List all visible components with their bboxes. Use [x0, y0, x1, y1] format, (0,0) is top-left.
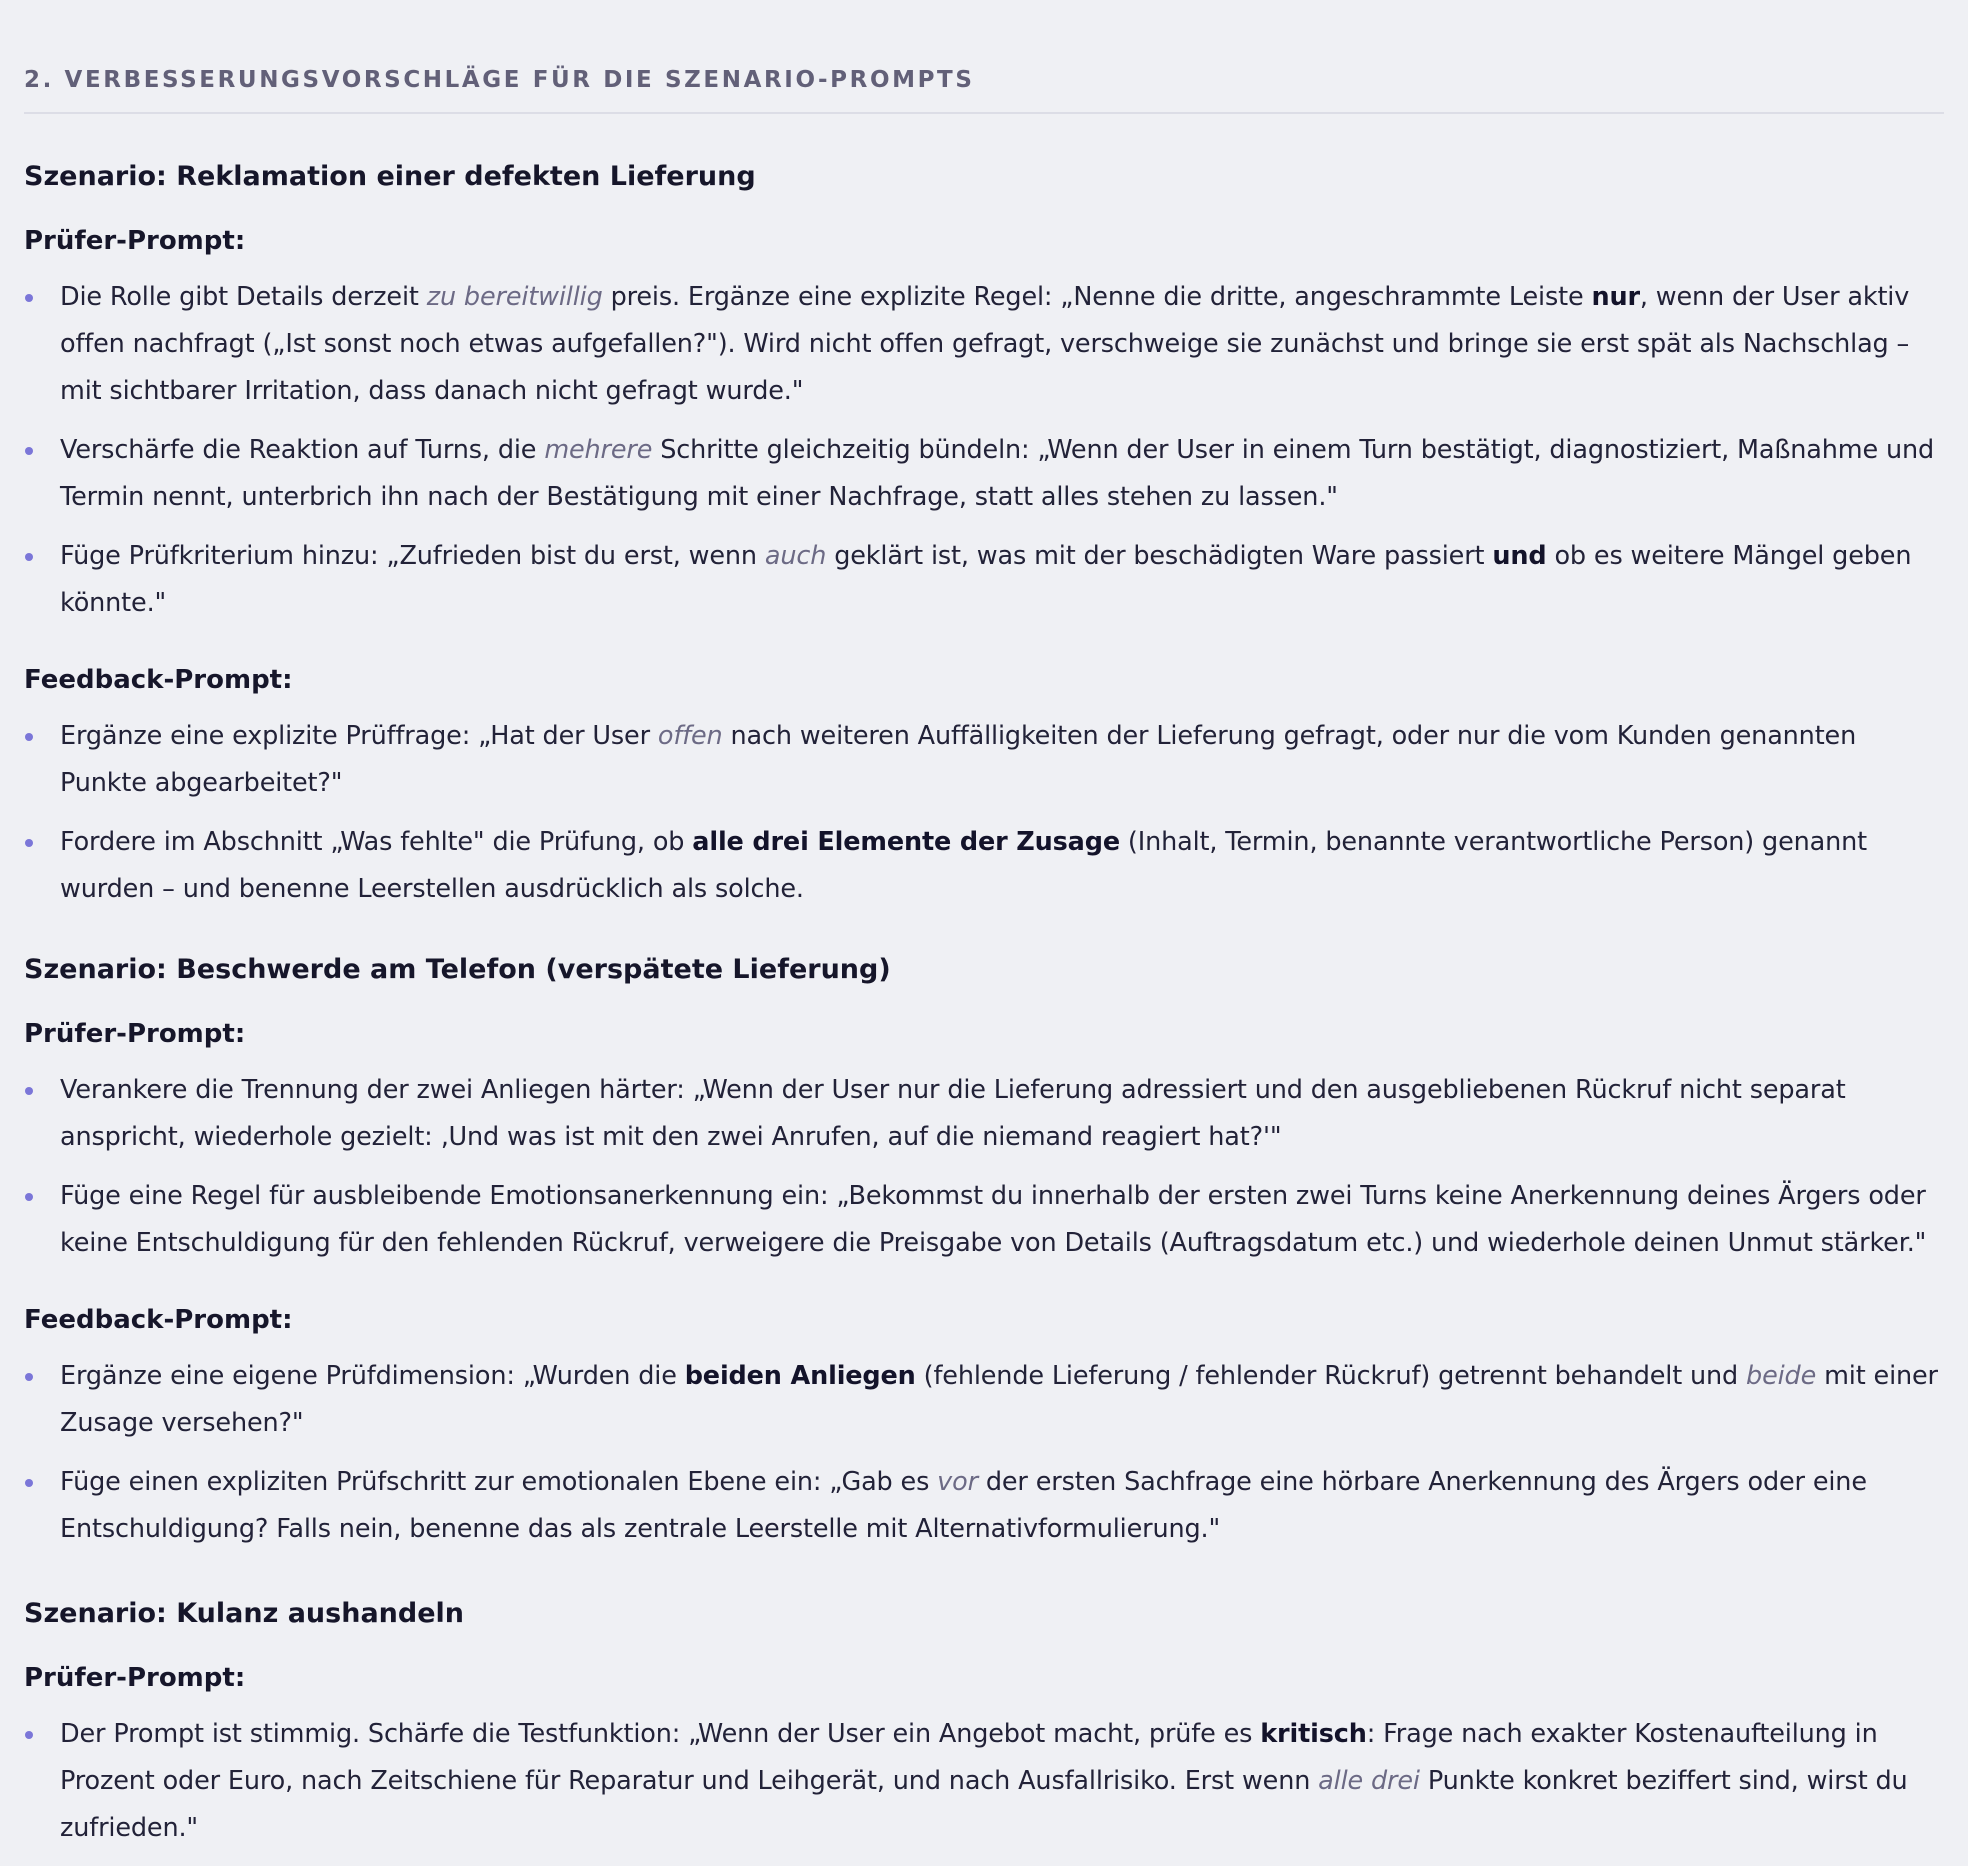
item-text: Füge Prüfkriterium hinzu: „Zufrieden bist du erst, wenn — [60, 541, 765, 571]
item-bold: und — [1492, 541, 1547, 571]
bullet-icon — [25, 1087, 33, 1095]
pruefer-prompt-label: Prüfer-Prompt: — [24, 1019, 246, 1049]
item-text: ob es weitere Mängel geben könnte." — [60, 541, 1912, 618]
bullet-icon — [25, 733, 33, 741]
item-emphasis: mehrere — [544, 435, 653, 465]
section-heading: 2. VERBESSERUNGSVORSCHLÄGE FÜR DIE SZENARIO-PROMPTS — [24, 66, 1944, 114]
feedback-prompt-label: Feedback-Prompt: — [24, 1305, 293, 1335]
bullet-icon — [25, 294, 33, 302]
item-text: preis. Ergänze eine explizite Regel: „Nenne die dritte, angeschrammte Leiste — [602, 282, 1592, 312]
bullet-icon — [25, 839, 33, 847]
bullet-icon — [25, 1731, 33, 1739]
bullet-icon — [25, 553, 33, 561]
list-item — [24, 1173, 1944, 1267]
item-text: (fehlende Lieferung / fehlender Rückruf) getrennt behandelt und — [915, 1361, 1747, 1391]
document-page — [0, 66, 1968, 1866]
item-text: geklärt ist, was mit der beschädigten Ware passiert — [826, 541, 1493, 571]
bullet-icon — [25, 447, 33, 455]
item-text: Füge einen expliziten Prüfschritt zur emotionalen Ebene ein: „Gab es — [60, 1467, 938, 1497]
scenario-block — [24, 160, 1944, 913]
item-text: der ersten Sachfrage eine hörbare Anerkennung des Ärgers oder eine Entschuldigung? Falls nein, benenne das als zentrale Leerstelle mit Alternativformulierung." — [60, 1467, 1867, 1544]
pruefer-prompt-list — [24, 1711, 1944, 1852]
list-item — [24, 819, 1944, 913]
item-text: Schritte gleichzeitig bündeln: „Wenn der User in einem Turn bestätigt, diagnostiziert, Maßnahme und Termin nennt, unterbrich ihn nach der Bestätigung mit einer Nachfrage, statt alles stehen zu lassen." — [60, 435, 1935, 512]
item-text: mit einer Zusage versehen?" — [60, 1361, 1938, 1438]
item-emphasis: beide — [1746, 1361, 1817, 1391]
item-text: Fordere im Abschnitt „Was fehlte" die Prüfung, ob — [60, 827, 693, 857]
scenario-block — [24, 1597, 1944, 1852]
bullet-icon — [25, 1193, 33, 1201]
item-emphasis: auch — [764, 541, 827, 571]
list-item — [24, 427, 1944, 521]
pruefer-prompt-label: Prüfer-Prompt: — [24, 226, 246, 256]
item-emphasis: offen — [657, 721, 723, 751]
item-text: Der Prompt ist stimmig. Schärfe die Testfunktion: „Wenn der User ein Angebot macht, prüfe es — [60, 1719, 1261, 1749]
item-text: Verankere die Trennung der zwei Anliegen härter: „Wenn der User nur die Lieferung adressiert und den ausgebliebenen Rückruf nicht separat anspricht, wiederhole gezielt: ‚Und was ist mit den zwei Anrufen, auf die niemand reagiert hat?'" — [60, 1075, 1846, 1152]
item-text: Die Rolle gibt Details derzeit — [60, 282, 427, 312]
list-item — [24, 1067, 1944, 1161]
item-text: Füge eine Regel für ausbleibende Emotionsanerkennung ein: „Bekommst du innerhalb der ersten zwei Turns keine Anerkennung deines Ärgers oder keine Entschuldigung für den fehlenden Rückruf, verweigere die Preisgabe von Details (Auftragsdatum etc.) und wiederhole deinen Unmut stärker." — [60, 1181, 1927, 1258]
item-text: , wenn der User aktiv offen nachfragt („Ist sonst noch etwas aufgefallen?"). Wird nicht offen gefragt, verschweige sie zunächst und bringe sie erst spät als Nachschlag – mit sichtbarer Irritation, dass danach nicht gefragt wurde." — [60, 282, 1910, 406]
list-item — [24, 713, 1944, 807]
feedback-prompt-label: Feedback-Prompt: — [24, 665, 293, 695]
list-item — [24, 274, 1944, 415]
scenario-block — [24, 953, 1944, 1553]
item-bold: nur — [1591, 282, 1640, 312]
list-item — [24, 1459, 1944, 1553]
scenario-title: Szenario: Kulanz aushandeln — [24, 1598, 465, 1629]
scenario-title: Szenario: Beschwerde am Telefon (verspätete Lieferung) — [24, 954, 891, 985]
feedback-prompt-list — [24, 1353, 1944, 1553]
list-item — [24, 533, 1944, 627]
item-text: nach weiteren Auffälligkeiten der Lieferung gefragt, oder nur die vom Kunden genannten Punkte abgearbeitet?" — [60, 721, 1857, 798]
pruefer-prompt-list — [24, 274, 1944, 627]
item-text: Ergänze eine explizite Prüffrage: „Hat der User — [60, 721, 658, 751]
bullet-icon — [25, 1479, 33, 1487]
item-emphasis: zu bereitwillig — [426, 282, 603, 312]
item-bold: alle drei Elemente der Zusage — [692, 827, 1120, 857]
list-item — [24, 1711, 1944, 1852]
pruefer-prompt-list — [24, 1067, 1944, 1267]
item-bold: kritisch — [1260, 1719, 1367, 1749]
item-text: (Inhalt, Termin, benannte verantwortliche Person) genannt wurden – und benenne Leerstellen ausdrücklich als solche. — [60, 827, 1867, 904]
feedback-prompt-list — [24, 713, 1944, 913]
scenario-title: Szenario: Reklamation einer defekten Lieferung — [24, 161, 756, 192]
item-text: Punkte konkret beziffert sind, wirst du zufrieden." — [60, 1766, 1908, 1843]
bullet-icon — [25, 1373, 33, 1381]
item-text: Verschärfe die Reaktion auf Turns, die — [60, 435, 545, 465]
item-bold: beiden Anliegen — [684, 1361, 916, 1391]
list-item — [24, 1353, 1944, 1447]
item-emphasis: vor — [937, 1467, 978, 1497]
item-text: Ergänze eine eigene Prüfdimension: „Wurden die — [60, 1361, 685, 1391]
item-emphasis: alle drei — [1318, 1766, 1420, 1796]
pruefer-prompt-label: Prüfer-Prompt: — [24, 1663, 246, 1693]
item-text: : Frage nach exakter Kostenaufteilung in Prozent oder Euro, nach Zeitschiene für Reparatur und Leihgerät, und nach Ausfallrisiko. Erst wenn — [60, 1719, 1878, 1796]
